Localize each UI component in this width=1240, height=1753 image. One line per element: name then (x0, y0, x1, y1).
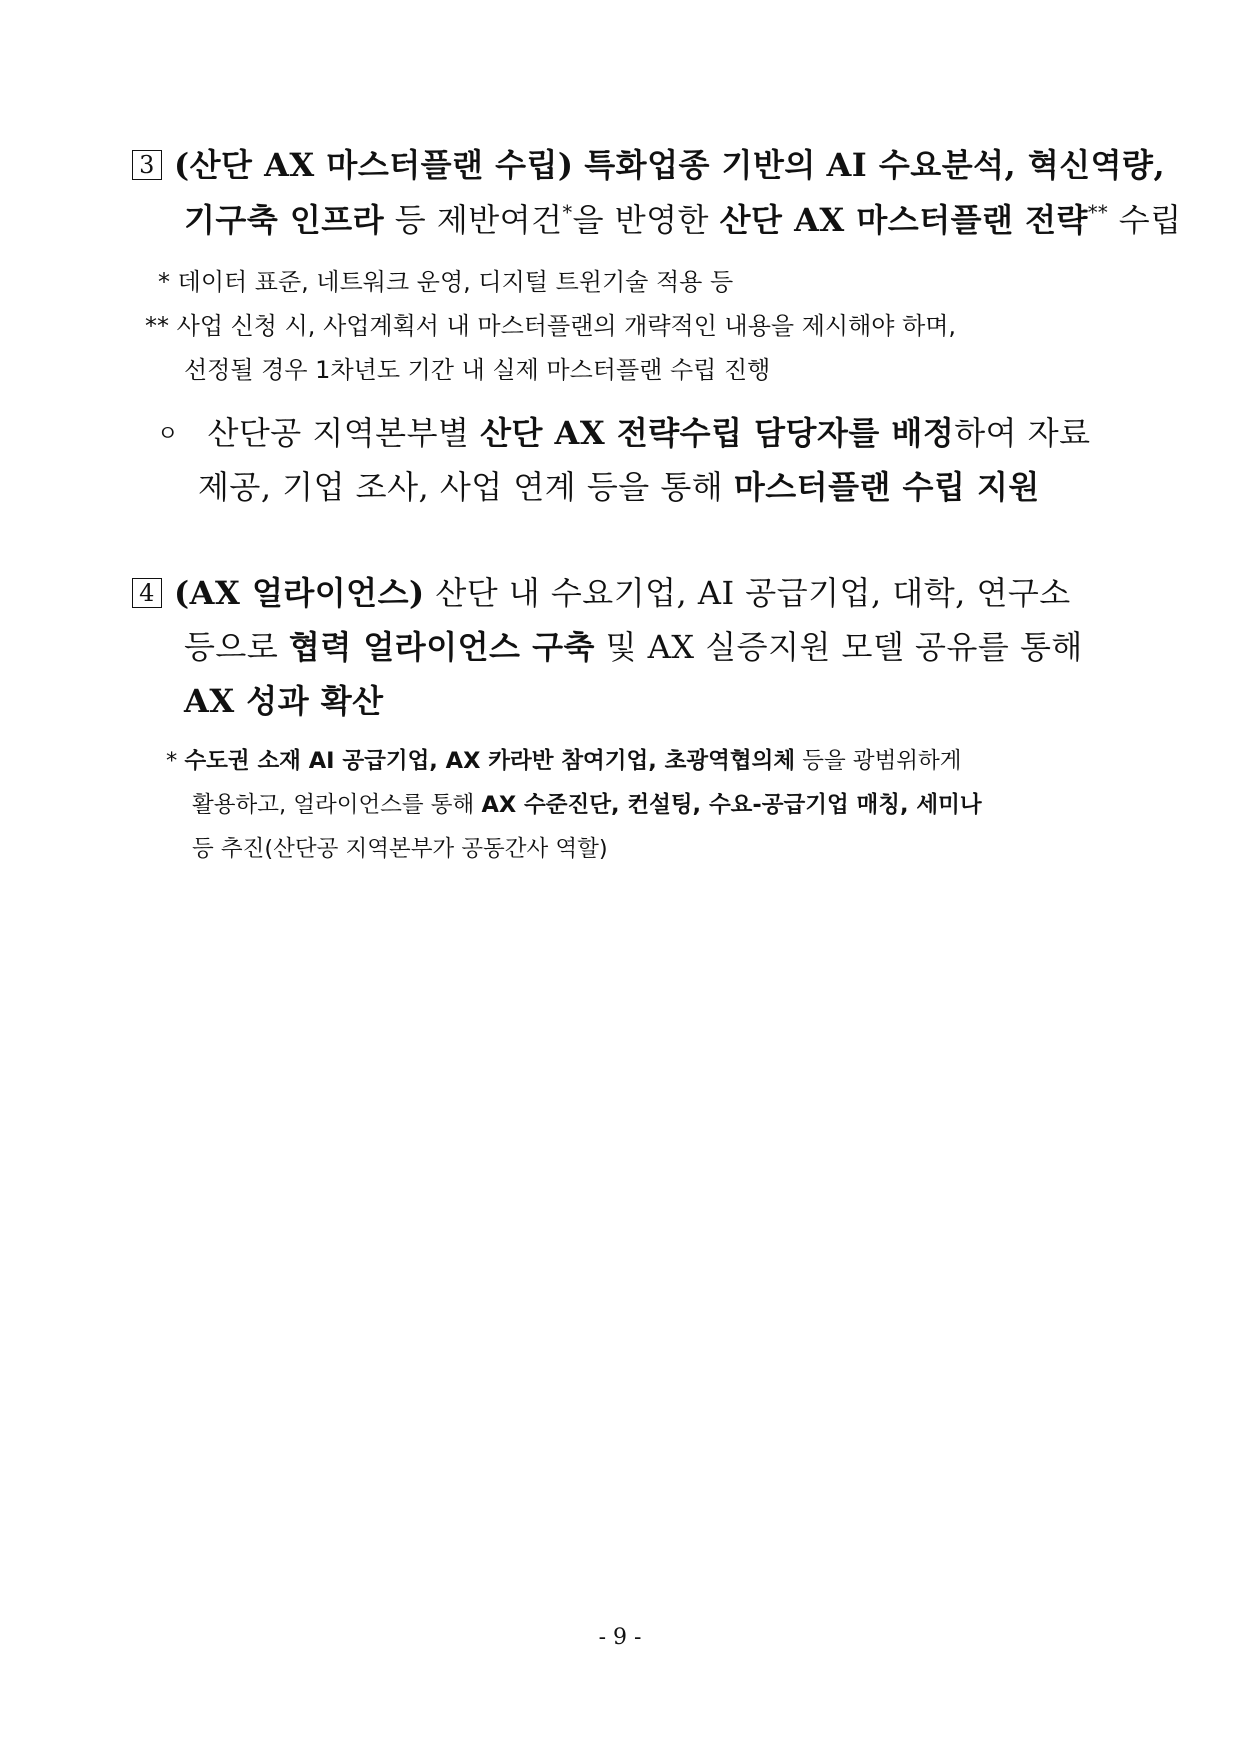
footnote-marker: * (562, 201, 573, 224)
section-4-note-line-1 (166, 743, 962, 775)
section-4-heading-line-3 (184, 676, 384, 722)
section-3-bullet-line-2 (198, 462, 1040, 508)
section-4-emphasis: 협력 얼라이언스 구축 (288, 628, 595, 666)
bullet-emphasis: 마스터플랜 수립 지원 (733, 468, 1040, 506)
footnote-1: * 데이터 표준, 네트워크 운영, 디지털 트윈기술 적용 등 (158, 268, 734, 296)
note-emphasis: AX 수준진단, 컨설팅, 수요-공급기업 매칭, 세미나 (481, 792, 982, 818)
section-3-bullet-line-1 (157, 408, 1091, 454)
section-4-text: 및 AX 실증지원 모델 공유를 통해 (605, 628, 1083, 666)
note-text: 등을 광범위하게 (802, 748, 962, 774)
section-4-emphasis: AX 성과 확산 (184, 682, 384, 720)
section-4-title: (AX 얼라이언스) (174, 574, 425, 612)
section-4-heading-line-1 (132, 568, 1071, 614)
bullet-text: 산단공 지역본부별 (207, 414, 470, 452)
bullet-emphasis: 산단 AX 전략수립 담당자를 배정 (480, 414, 955, 452)
footnote-marker: ** (1087, 201, 1109, 224)
footnote-2-line-2: 선정될 경우 1차년도 기간 내 실제 마스터플랜 수립 진행 (184, 356, 771, 384)
note-text: 활용하고, 얼라이언스를 통해 (192, 792, 475, 818)
section-4-text: 산단 내 수요기업, AI 공급기업, 대학, 연구소 (435, 574, 1071, 612)
section-4-text: 등으로 (184, 628, 279, 666)
section-number-box: 3 (132, 150, 162, 180)
section-3-heading-line-2 (184, 195, 1182, 241)
footnote-marker: * (166, 748, 178, 774)
section-4-note-line-3: 등 추진(산단공 지역본부가 공동간사 역할) (192, 836, 608, 862)
page-number: - 9 - (598, 1625, 642, 1650)
section-3-heading-line-1 (132, 140, 1165, 186)
section-3-text: 을 반영한 (572, 201, 709, 239)
section-number-box: 4 (132, 578, 162, 608)
bullet-text: 제공, 기업 조사, 사업 연계 등을 통해 (198, 468, 724, 506)
note-emphasis: 수도권 소재 AI 공급기업, AX 카라반 참여기업, 초광역협의체 (184, 748, 796, 774)
section-4-note-line-2 (192, 787, 982, 819)
section-3-title: (산단 AX 마스터플랜 수립) (174, 146, 574, 184)
section-3-text: 수립 (1118, 201, 1182, 239)
section-3-text: 특화업종 기반의 (584, 146, 816, 184)
bullet-text: 하여 자료 (954, 414, 1091, 452)
section-3-emphasis: 기구축 인프라 (184, 201, 385, 239)
section-3-emphasis: 산단 AX 마스터플랜 전략 (719, 201, 1088, 239)
section-4-heading-line-2 (184, 622, 1083, 668)
footnote-2-line-1: ** 사업 신청 시, 사업계획서 내 마스터플랜의 개략적인 내용을 제시해야 하며, (145, 312, 957, 340)
bullet-circle: ㅇ (157, 422, 179, 447)
section-3-text: 등 제반여건 (394, 201, 563, 239)
section-3-emphasis: AI 수요분석, 혁신역량, (826, 146, 1166, 184)
